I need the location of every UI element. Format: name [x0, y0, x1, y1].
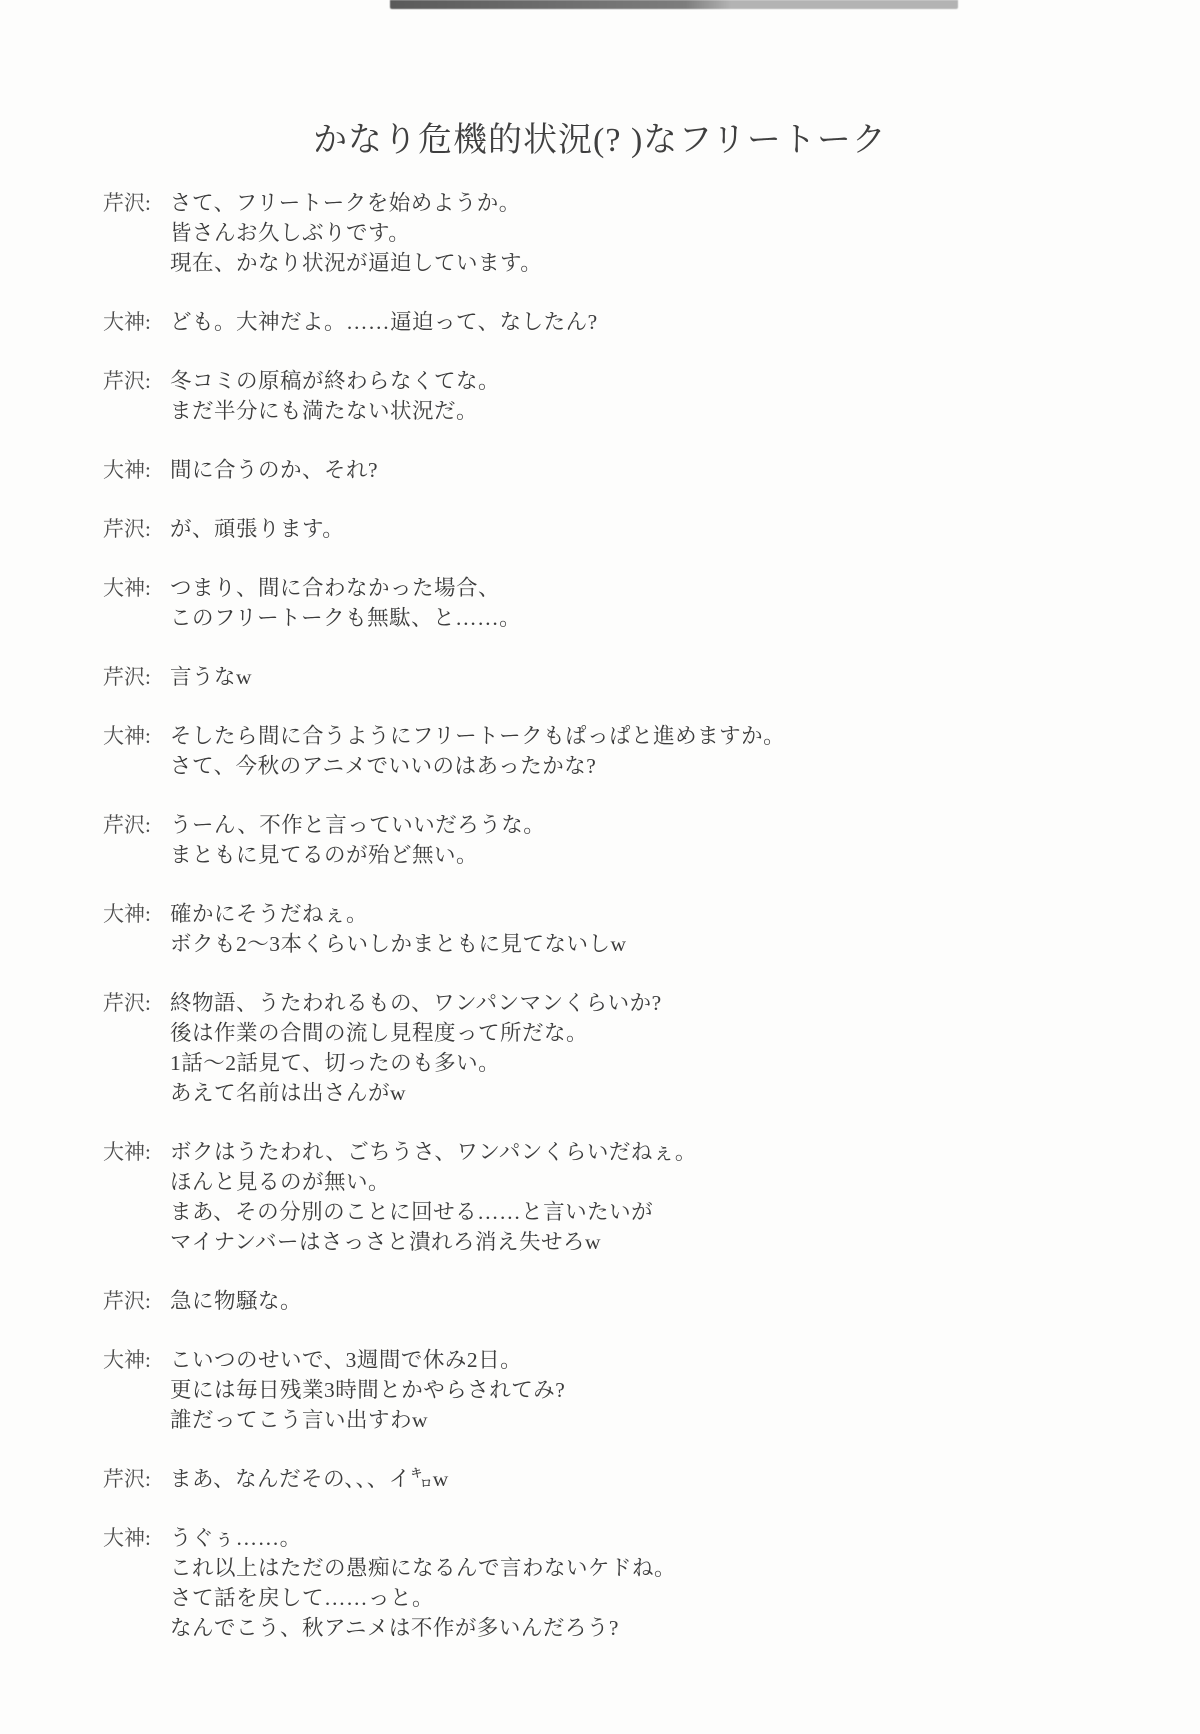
dialogue-line: つまり、間に合わなかった場合、: [170, 576, 501, 600]
scan-artifact-bar: [390, 0, 958, 9]
dialogue-lines: [170, 307, 1123, 337]
dialogue-lines: [170, 366, 1123, 426]
speaker-label: 芹沢:: [103, 665, 151, 689]
speaker-label: 大神:: [103, 1526, 151, 1550]
dialogue-line: 皆さんお久しぶりです。: [170, 221, 411, 245]
dialogue-lines: [170, 514, 1123, 544]
dialogue-entry: [103, 573, 1123, 633]
dialogue-line: 更には毎日残業3時間とかやらされてみ?: [170, 1378, 566, 1402]
speaker-label: 大神:: [103, 1348, 151, 1372]
dialogue-lines: [170, 662, 1123, 692]
speaker-label: 大神:: [103, 458, 151, 482]
speaker-label: 芹沢:: [103, 813, 151, 837]
speaker-label: 大神:: [103, 902, 151, 926]
speaker-label: 芹沢:: [103, 191, 151, 215]
dialogue-line: うーん、不作と言っていいだろうな。: [170, 813, 546, 837]
page-title: かなり危機的状況(? )なフリートーク: [313, 122, 887, 159]
dialogue-line: こいつのせいで、3週間で休み2日。: [170, 1348, 523, 1372]
dialogue-entry: [103, 307, 1123, 337]
dialogue-entry: [103, 810, 1123, 870]
speaker-label: 芹沢:: [103, 1467, 151, 1491]
speaker-label: 芹沢:: [103, 369, 151, 393]
dialogue-line: 1話〜2話見て、切ったのも多い。: [170, 1051, 501, 1075]
speaker-label: 大神:: [103, 576, 151, 600]
dialogue-entry: [103, 455, 1123, 485]
dialogue-entry: [103, 1345, 1123, 1435]
dialogue-entry: [103, 1137, 1123, 1257]
dialogue-line: ボクも2〜3本くらいしかまともに見てないしw: [170, 932, 627, 956]
dialogue-line: 誰だってこう言い出すわw: [170, 1408, 429, 1432]
speaker-label: 芹沢:: [103, 517, 151, 541]
dialogue-entry: [103, 988, 1123, 1108]
speaker-label: 芹沢:: [103, 1289, 151, 1313]
dialogue-line: 間に合うのか、それ?: [170, 458, 379, 482]
dialogue-lines: [170, 1523, 1123, 1643]
dialogue-entry: [103, 899, 1123, 959]
dialogue-line: ども。大神だよ。……逼迫って、なしたん?: [170, 310, 598, 334]
dialogue-line: 後は作業の合間の流し見程度って所だな。: [170, 1021, 589, 1045]
dialogue-entry: [103, 1464, 1123, 1494]
dialogue-entry: [103, 188, 1123, 278]
dialogue-lines: [170, 721, 1123, 781]
dialogue-line: まともに見てるのが殆ど無い。: [170, 843, 479, 867]
dialogue-line: ボクはうたわれ、ごちうさ、ワンパンくらいだねぇ。: [170, 1140, 697, 1164]
dialogue-line: 確かにそうだねぇ。: [170, 902, 369, 926]
dialogue-line: うぐぅ……。: [170, 1526, 302, 1550]
dialogue-lines: [170, 810, 1123, 870]
speaker-label: 大神:: [103, 1140, 151, 1164]
dialogue-lines: [170, 988, 1123, 1108]
dialogue-lines: [170, 1464, 1123, 1494]
dialogue-line: が、頑張ります。: [170, 517, 345, 541]
dialogue-lines: [170, 1286, 1123, 1316]
dialogue-lines: [170, 455, 1123, 485]
dialogue-line: さて、フリートークを始めようか。: [170, 191, 521, 215]
dialogue-line: 現在、かなり状況が逼迫しています。: [170, 251, 543, 275]
dialogue-line: まあ、なんだその、、、イ㌔w: [170, 1467, 449, 1491]
dialogue-lines: [170, 188, 1123, 278]
dialogue-line: ほんと見るのが無い。: [170, 1170, 391, 1194]
dialogue-line: これ以上はただの愚痴になるんで言わないケドね。: [170, 1556, 677, 1580]
dialogue-line: そしたら間に合うようにフリートークもぱっぱと進めますか。: [170, 724, 786, 748]
speaker-label: 大神:: [103, 310, 151, 334]
dialogue-lines: [170, 1137, 1123, 1257]
dialogue-line: このフリートークも無駄、と……。: [170, 606, 522, 630]
dialogue-line: あえて名前は出さんがw: [170, 1081, 407, 1105]
dialogue-line: 急に物騒な。: [170, 1289, 303, 1313]
speaker-label: 芹沢:: [103, 991, 151, 1015]
dialogue-line: まあ、その分別のことに回せる……と言いたいが: [170, 1200, 654, 1224]
dialogue-lines: [170, 573, 1123, 633]
dialogue-lines: [170, 1345, 1123, 1435]
dialogue-line: なんでこう、秋アニメは不作が多いんだろう?: [170, 1616, 619, 1640]
dialogue-line: 冬コミの原稿が終わらなくてな。: [170, 369, 501, 393]
dialogue-entry: [103, 662, 1123, 692]
dialogue-entry: [103, 1286, 1123, 1316]
dialogue-entry: [103, 366, 1123, 426]
dialogue-transcript: [103, 188, 1123, 1672]
dialogue-entry: [103, 1523, 1123, 1643]
dialogue-line: マイナンバーはさっさと潰れろ消え失せろw: [170, 1230, 602, 1254]
dialogue-entry: [103, 514, 1123, 544]
speaker-label: 大神:: [103, 724, 151, 748]
dialogue-line: さて話を戻して……っと。: [170, 1586, 435, 1610]
dialogue-line: 終物語、うたわれるもの、ワンパンマンくらいか?: [170, 991, 662, 1015]
dialogue-lines: [170, 899, 1123, 959]
dialogue-line: まだ半分にも満たない状況だ。: [170, 399, 479, 423]
dialogue-entry: [103, 721, 1123, 781]
dialogue-line: さて、今秋のアニメでいいのはあったかな?: [170, 754, 597, 778]
dialogue-line: 言うなw: [170, 665, 253, 689]
